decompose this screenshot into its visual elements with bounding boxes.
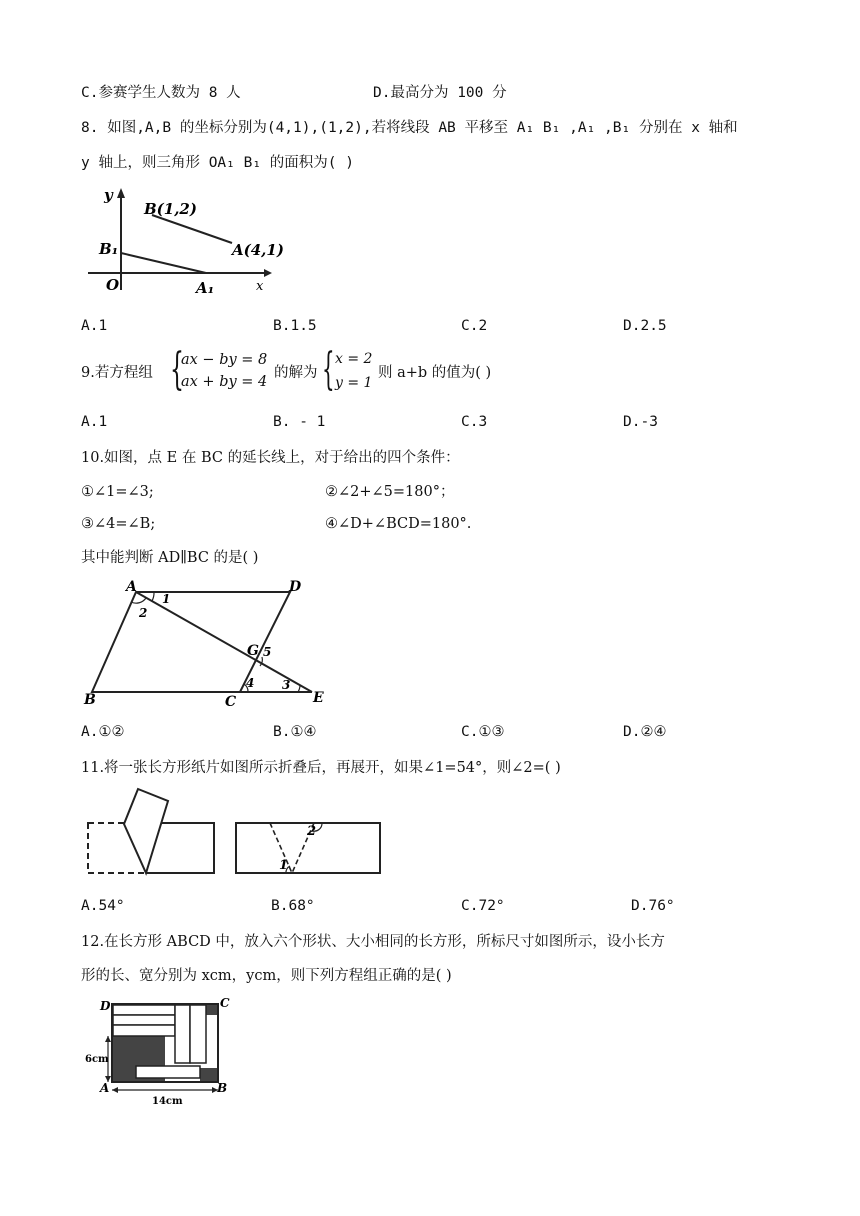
- small-rect-vertical-2: [190, 1005, 206, 1063]
- q11-option-d: D.76°: [631, 898, 675, 914]
- label-x: x: [256, 279, 264, 294]
- q10-option-d: D.②④: [623, 724, 667, 740]
- q9-equation-2: ax + by = 4: [181, 374, 268, 390]
- label-o: O: [106, 276, 120, 294]
- label-2: 2: [307, 824, 317, 839]
- label-a: A(4,1): [232, 241, 284, 259]
- q9-prefix: 9.若方程组: [81, 365, 153, 381]
- width-arrow-left: [112, 1087, 118, 1093]
- q12-rectangles-figure: [82, 996, 242, 1106]
- q10-condition-4: ④∠D+∠BCD=180°.: [325, 516, 472, 532]
- q9-mid: 的解为: [274, 365, 318, 381]
- label-a1: A₁: [196, 279, 215, 297]
- q12-stem-line2: 形的长、宽分别为 xcm，ycm，则下列方程组正确的是( ): [81, 968, 452, 984]
- label-4: 4: [246, 676, 255, 690]
- q11-option-c: C.72°: [461, 898, 505, 914]
- small-rect-second: [113, 1015, 175, 1025]
- q9-equation-1: ax − by = 8: [181, 352, 268, 368]
- q9-solution-x: x = 2: [335, 351, 373, 367]
- q10-parallelogram-figure: [84, 580, 344, 710]
- line-ae: [136, 592, 312, 692]
- angle-mark-3: [298, 685, 300, 692]
- label-2: 2: [139, 606, 148, 620]
- shaded-bottom-right: [200, 1068, 217, 1081]
- label-d: D: [100, 999, 111, 1013]
- q8-option-b: B.1.5: [273, 318, 317, 334]
- label-g: G: [247, 643, 259, 659]
- small-rect-top: [113, 1005, 175, 1015]
- q10-option-c: C.①③: [461, 724, 505, 740]
- label-b1: B₁: [99, 240, 119, 258]
- label-a: A: [126, 579, 137, 595]
- q10-option-b: B.①④: [273, 724, 317, 740]
- q10-condition-1: ①∠1=∠3;: [81, 484, 154, 500]
- q10-condition-2: ②∠2+∠5=180°；: [325, 484, 455, 500]
- q9-option-c: C.3: [461, 414, 488, 430]
- q9-solution-y: y = 1: [335, 375, 373, 391]
- q9-option-b: B. - 1: [273, 414, 326, 430]
- label-1: 1: [162, 592, 171, 606]
- q12-stem-line1: 12.在长方形 ABCD 中，放入六个形状、大小相同的长方形，所标尺寸如图所示，设小长方: [81, 934, 665, 950]
- label-e: E: [313, 690, 324, 706]
- y-axis-arrow: [117, 188, 125, 198]
- q8-option-a: A.1: [81, 318, 108, 334]
- shaded-corner: [206, 1005, 217, 1015]
- q9-left-brace: {: [170, 344, 184, 395]
- small-rect-third: [113, 1025, 175, 1036]
- label-height: 6cm: [85, 1054, 109, 1065]
- q10-condition-3: ③∠4=∠B;: [81, 516, 156, 532]
- label-c: C: [225, 694, 237, 710]
- q10-stem: 10.如图，点 E 在 BC 的延长线上，对于给出的四个条件：: [81, 450, 460, 466]
- label-1: 1: [279, 858, 289, 873]
- q11-option-b: B.68°: [271, 898, 315, 914]
- small-rect-bottom: [136, 1066, 200, 1078]
- label-d: D: [289, 579, 302, 595]
- q9-option-d: D.-3: [623, 414, 658, 430]
- q8-option-c: C.2: [461, 318, 488, 334]
- q8-stem-line2: y 轴上，则三角形 OA₁ B₁ 的面积为( ): [81, 155, 354, 171]
- label-c: C: [220, 996, 230, 1010]
- segment-a1b1: [121, 253, 206, 273]
- q9-option-a: A.1: [81, 414, 108, 430]
- q9-solution-brace: {: [322, 344, 335, 395]
- q11-stem: 11.将一张长方形纸片如图所示折叠后，再展开，如果∠1=54°，则∠2=( ): [81, 760, 561, 776]
- q8-coordinate-figure: [82, 182, 282, 302]
- angle-mark-1: [152, 592, 154, 601]
- label-b: B: [217, 1081, 228, 1095]
- height-arrow-top: [105, 1036, 111, 1042]
- label-3: 3: [282, 678, 291, 692]
- segment-ab: [152, 215, 232, 243]
- q7-option-d: D.最高分为 100 分: [373, 85, 507, 101]
- small-rect-vertical-1: [175, 1005, 190, 1063]
- label-a: A: [100, 1081, 110, 1095]
- label-b: B: [84, 692, 96, 708]
- quadrilateral-abcd: [92, 592, 290, 692]
- label-5: 5: [263, 645, 272, 659]
- q9-suffix: 则 a+b 的值为( ): [378, 365, 492, 381]
- q10-option-a: A.①②: [81, 724, 125, 740]
- q7-option-c: C.参赛学生人数为 8 人: [81, 85, 241, 101]
- q11-folding-figure: [86, 787, 386, 877]
- label-y: y: [104, 186, 113, 204]
- q8-option-d: D.2.5: [623, 318, 667, 334]
- folded-flap: [124, 789, 168, 873]
- label-width: 14cm: [152, 1096, 183, 1107]
- label-b: B(1,2): [144, 200, 197, 218]
- q8-stem-line1: 8. 如图,A,B 的坐标分别为(4,1),(1,2),若将线段 AB 平移至 A₁ B₁ ,A₁ ,B₁ 分别在 x 轴和: [81, 120, 738, 136]
- q10-question: 其中能判断 AD∥BC 的是( ): [81, 550, 259, 566]
- x-axis-arrow: [264, 269, 272, 277]
- q11-option-a: A.54°: [81, 898, 125, 914]
